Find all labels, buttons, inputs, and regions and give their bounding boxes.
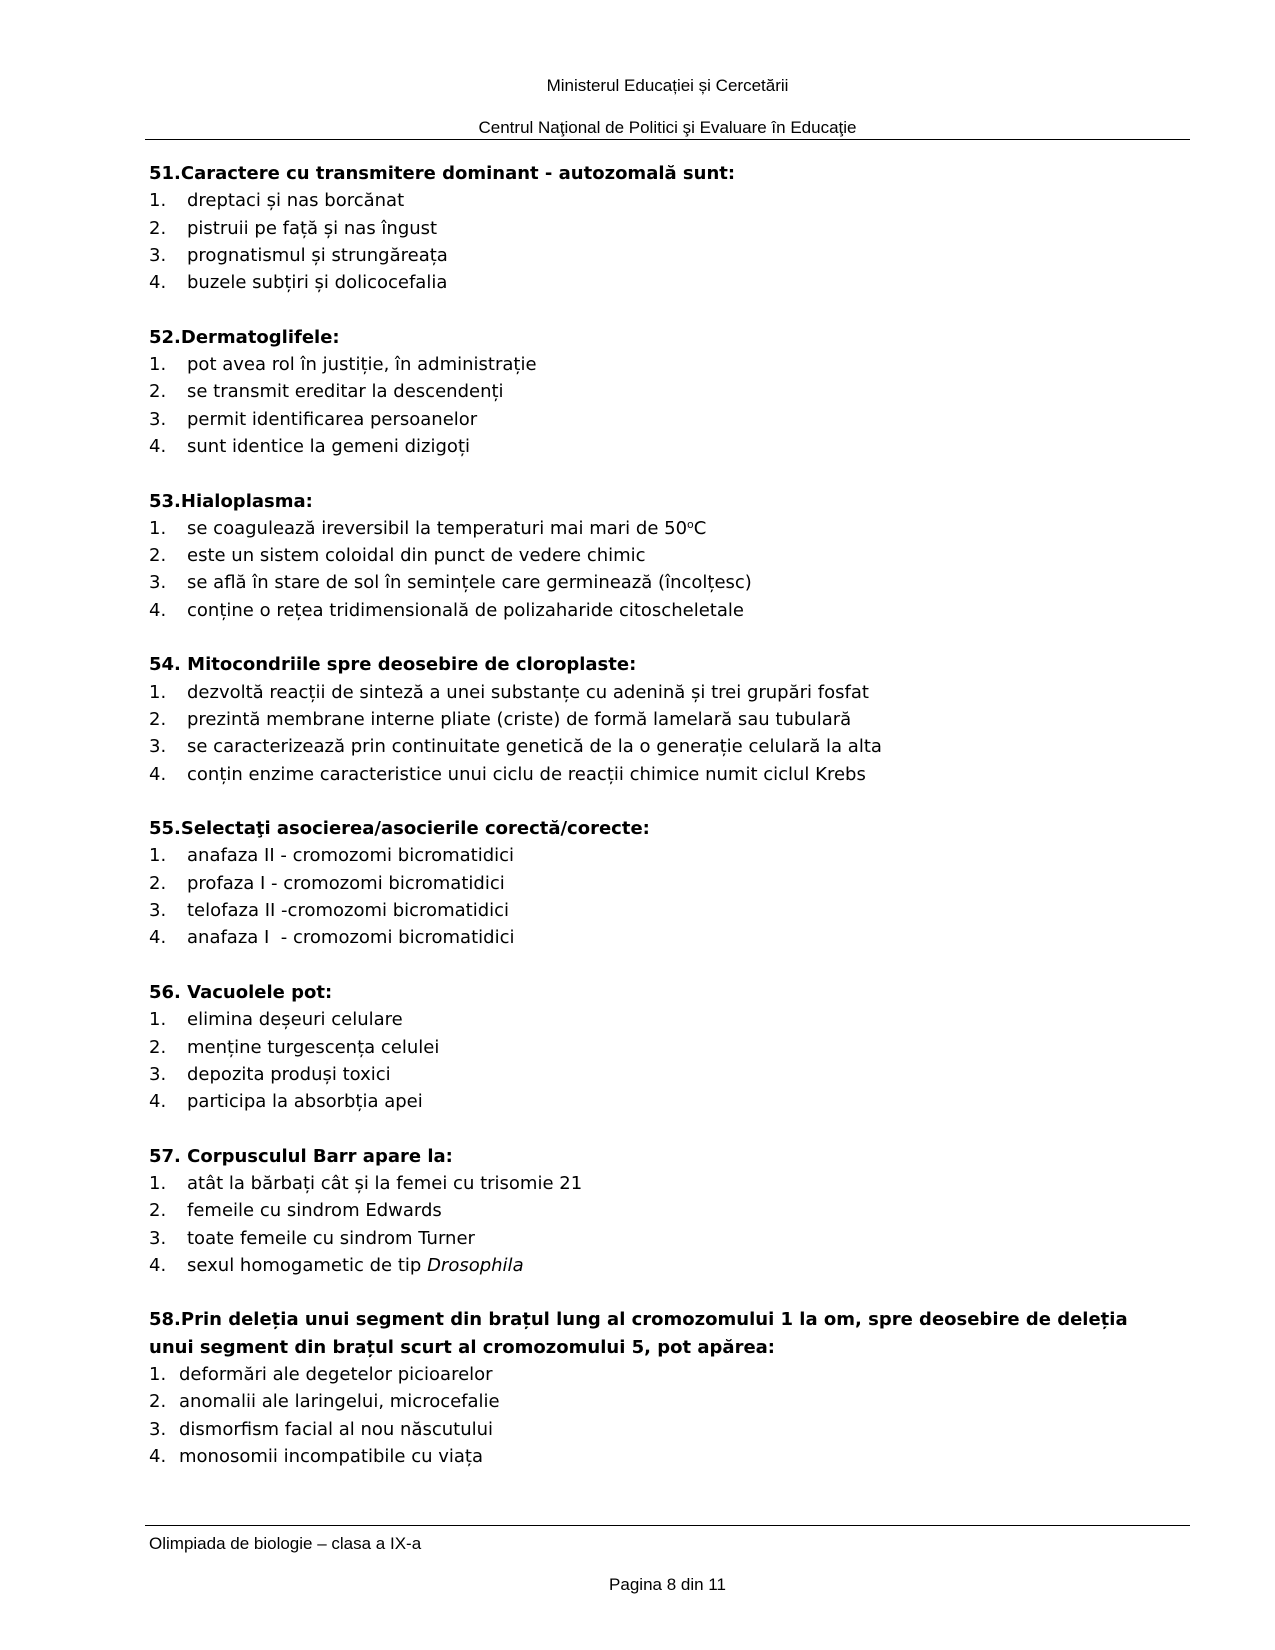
question-block [149,651,1159,787]
answer-option [149,1388,1159,1415]
option-number: 1. [149,681,167,703]
answer-option [149,897,1159,924]
option-text-main: sunt identice la gemeni dizigoți [187,435,470,457]
option-number: 3. [149,572,167,594]
question-block [149,979,1159,1115]
option-text [187,542,646,569]
option-text [179,1416,493,1443]
question-block [149,1143,1159,1279]
question-title: 55.Selectaţi asocierea/asocierile corectă/corecte: [149,818,650,840]
option-text [187,1170,582,1197]
option-number: 1. [149,1009,167,1031]
footer-olympiad: Olimpiada de biologie – clasa a IX-a [149,1534,422,1553]
answer-option [149,1252,1159,1279]
option-text [187,1252,524,1279]
option-text-main: permit identificarea persoanelor [187,408,478,430]
question-block [149,1306,1159,1470]
answer-option [149,515,1159,542]
option-number: 1. [149,845,167,867]
option-text-main: pistruii pe față și nas îngust [187,217,438,239]
option-text-main: toate femeile cu sindrom Turner [187,1227,475,1249]
option-text [187,706,851,733]
option-text-main: buzele subțiri și dolicocefalia [187,272,448,294]
option-number: 4. [149,599,167,621]
answer-option [149,1170,1159,1197]
answer-option [149,378,1159,405]
question-title: 53.Hialoplasma: [149,490,313,512]
option-text [179,1361,493,1388]
option-number: 1. [149,1172,167,1194]
option-number: 3. [149,408,167,430]
option-text [187,870,505,897]
option-text [187,1034,439,1061]
option-number: 4. [149,272,167,294]
option-text-main: anomalii ale laringelui, microcefalie [179,1391,500,1413]
question-block [149,488,1159,624]
answer-option [149,1088,1159,1115]
option-number: 3. [149,736,167,758]
question-title: 52.Dermatoglifele: [149,326,340,348]
option-text-main: anafaza II - cromozomi bicromatidici [187,845,515,867]
answer-option [149,1361,1159,1388]
option-text [187,1061,391,1088]
option-text-main: femeile cu sindrom Edwards [187,1200,442,1222]
option-text [187,1197,442,1224]
option-text-main: se află în stare de sol în semințele care germinează (încolțesc) [187,572,752,594]
page-number: Pagina 8 din 11 [609,1575,726,1594]
answer-option [149,433,1159,460]
option-text-main: menține turgescența celulei [187,1036,440,1058]
species-name: Drosophila [427,1254,524,1276]
degree-superscript: o [687,517,694,531]
answer-option [149,1006,1159,1033]
option-text-main: participa la absorbția apei [187,1091,423,1113]
option-text-main: conține o rețea tridimensională de polizaharide citoscheletale [187,599,744,621]
option-text [187,215,437,242]
option-text [187,597,744,624]
footer-divider [145,1525,1190,1526]
option-text [179,1443,483,1470]
option-text [187,1088,423,1115]
option-text-main: telofaza II -cromozomi bicromatidici [187,900,510,922]
option-number: 3. [149,244,167,266]
option-text-main: depozita produși toxici [187,1063,391,1085]
option-text-main: deformări ale degetelor picioarelor [179,1364,493,1386]
question-block [149,160,1159,296]
option-text-main: sexul homogametic de tip [187,1254,428,1276]
question-title: 57. Corpusculul Barr apare la: [149,1145,453,1167]
option-number: 1. [149,517,167,539]
option-number: 2. [149,381,167,403]
option-text-main: pot avea rol în justiție, în administrație [187,354,537,376]
answer-option [149,597,1159,624]
option-text [187,187,404,214]
option-number: 3. [149,1063,167,1085]
option-number: 3. [149,1227,167,1249]
answer-option [149,1443,1159,1470]
option-number: 2. [149,1200,167,1222]
option-number: 2. [149,217,167,239]
option-text [187,1225,475,1252]
option-text [187,733,882,760]
option-number: 4. [149,927,167,949]
option-text-main: elimina deșeuri celulare [187,1009,403,1031]
answer-option [149,1225,1159,1252]
option-number: 3. [149,900,167,922]
option-text-main: dismorfism facial al nou născutului [179,1418,494,1440]
answer-option [149,733,1159,760]
question-title: 58.Prin deleția unui segment din brațul lung al cromozomului 1 la om, spre deosebire de deleția unui segment din brațul scurt al cromozomului 5, pot apărea: [149,1309,1128,1358]
option-number: 2. [149,872,167,894]
option-text [187,842,514,869]
answer-option [149,242,1159,269]
option-text [187,679,869,706]
option-text [179,1388,500,1415]
option-text-main: monosomii incompatibile cu viața [179,1445,484,1467]
option-number: 2. [149,545,167,567]
option-text-main: conțin enzime caracteristice unui ciclu de reacții chimice numit ciclul Krebs [187,763,866,785]
option-text [187,515,706,542]
option-number: 2. [149,1391,167,1413]
option-number: 2. [149,708,167,730]
option-text-main: se caracterizează prin continuitate genetică de la o generație celulară la alta [187,736,882,758]
option-text-main: se coagulează ireversibil la temperaturi mai mari de 50 [187,517,688,539]
option-text-main: anafaza I - cromozomi bicromatidici [187,927,515,949]
question-title: 51.Caractere cu transmitere dominant - autozomală sunt: [149,163,736,184]
option-number: 2. [149,1036,167,1058]
option-text [187,269,447,296]
unit-suffix: C [693,517,707,539]
option-text [187,1006,403,1033]
option-text [187,378,504,405]
option-text-main: prezintă membrane interne pliate (criste) de formă lamelară sau tubulară [187,708,852,730]
question-title: 54. Mitocondriile spre deosebire de cloroplaste: [149,654,637,676]
answer-option [149,761,1159,788]
option-text-main: prognatismul și strungăreața [187,244,448,266]
option-number: 1. [149,354,167,376]
answer-option [149,1197,1159,1224]
question-block [149,324,1159,460]
option-text [187,433,470,460]
answer-option [149,924,1159,951]
option-text [187,761,866,788]
answer-option [149,215,1159,242]
option-number: 4. [149,1091,167,1113]
option-text [187,406,477,433]
option-text [187,569,752,596]
header-ministry: Ministerul Educației și Cercetării [546,76,789,95]
answer-option [149,1061,1159,1088]
answer-option [149,679,1159,706]
option-text [187,242,448,269]
option-number: 4. [149,1254,167,1276]
option-text-main: dreptaci și nas borcănat [187,190,405,212]
answer-option [149,187,1159,214]
answer-option [149,1416,1159,1443]
option-text-main: se transmit ereditar la descendenți [187,381,504,403]
question-title: 56. Vacuolele pot: [149,981,333,1003]
answer-option [149,842,1159,869]
question-block [149,815,1159,951]
answer-option [149,542,1159,569]
option-text-main: este un sistem coloidal din punct de vedere chimic [187,545,646,567]
answer-option [149,569,1159,596]
answer-option [149,406,1159,433]
option-number: 4. [149,763,167,785]
option-text [187,897,509,924]
answer-option [149,269,1159,296]
option-text-main: profaza I - cromozomi bicromatidici [187,872,505,894]
answer-option [149,351,1159,378]
option-text-main: dezvoltă reacții de sinteză a unei substanțe cu adenină și trei grupări fosfat [187,681,869,703]
option-number: 4. [149,435,167,457]
answer-option [149,1034,1159,1061]
answer-option [149,706,1159,733]
header-center: Centrul Naţional de Politici şi Evaluare în Educaţie [478,118,857,137]
option-number: 1. [149,190,167,212]
answer-option [149,870,1159,897]
option-text [187,924,514,951]
option-text [187,351,537,378]
question-list [149,160,1159,1498]
option-number: 1. [149,1364,167,1386]
option-number: 4. [149,1445,167,1467]
option-number: 3. [149,1418,167,1440]
header-divider [145,139,1190,140]
option-text-main: atât la bărbați cât și la femei cu trisomie 21 [187,1172,583,1194]
